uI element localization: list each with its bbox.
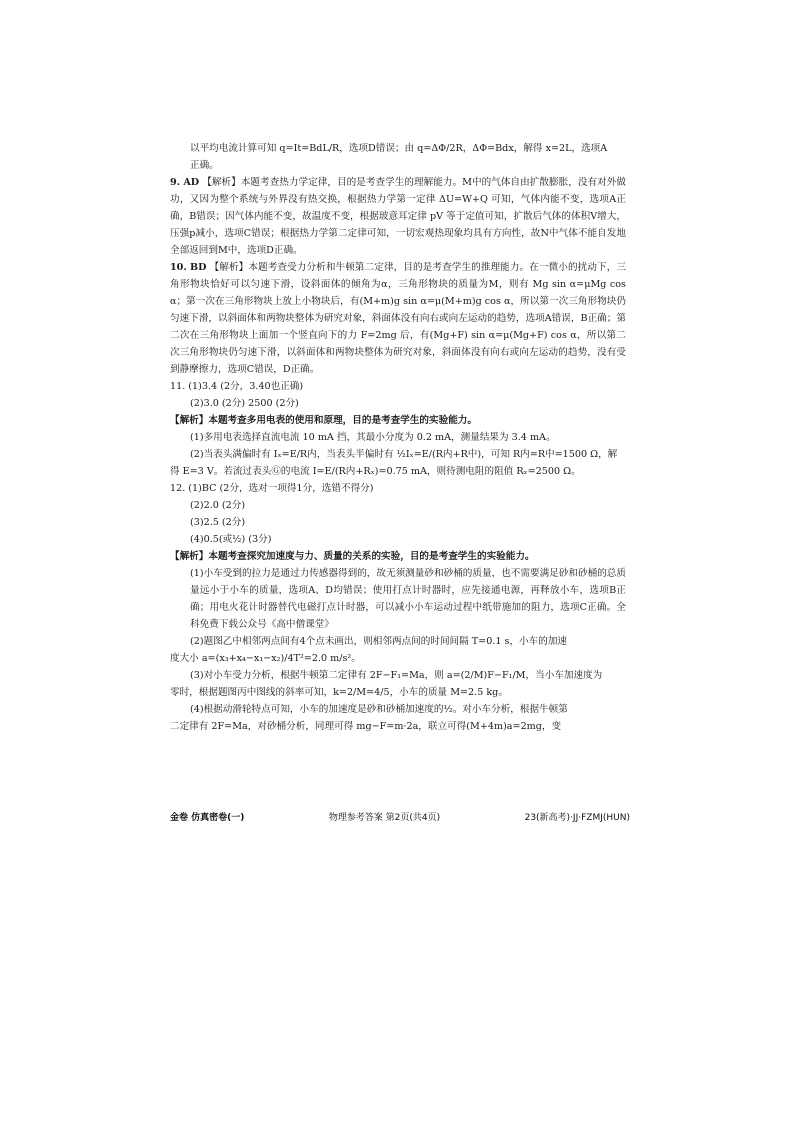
footer-code: 23(新高考)·JJ·FZMJ(HUN) xyxy=(524,813,630,823)
analysis-line: (2)题图乙中相邻两点间有4个点未画出，则相邻两点间的时间间隔 T=0.1 s，小车的加速 xyxy=(190,636,568,647)
footer-series: 金卷 仿真密卷(一) xyxy=(170,813,245,823)
question-9 xyxy=(170,174,626,259)
analysis-line: 得 E=3 V。若流过表头Ⓖ的电流 I=E/(R内+Rₓ)=0.75 mA，则待测电阻的阻值 Rₓ=2500 Ω。 xyxy=(170,466,581,477)
analysis-line: (2)当表头满偏时有 Iₓ=E/R内，当表头半偏时有 ½Iₓ=E/(R内+R中)，可知 R内=R中=1500 Ω，解 xyxy=(190,449,618,460)
text-line: 以平均电流计算可知 q=It=BdL/R，选项D错误；由 q=ΔΦ/2R，ΔΦ=Bdx，解得 x=2L，选项A xyxy=(190,143,608,154)
answer-page xyxy=(170,140,626,735)
answer-line: 11. (1)3.4 (2分，3.40也正确) xyxy=(170,381,304,392)
answer-line: 12. (1)BC (2分，选对一项得1分，选错不得分) xyxy=(170,483,374,494)
analysis-line: 度大小 a=(x₃+x₄−x₁−x₂)/4T²=2.0 m/s²。 xyxy=(170,653,361,664)
question-explanation: 【解析】本题考查受力分析和牛顿第二定律，目的是考查学生的推理能力。在一微小的扰动下，三角形物块恰好可以匀速下滑，设斜面体的倾角为α，三角形物块的质量为M，则有 Mg sin α=μMg cos α；第一次在三角形物块上放上小物块后，有(M+m)g sin α=μ(M+m)g cos α，所以第一次三角形物块仍匀速下滑，以斜面体和两物块整体为研究对象，斜面体没有向右或向左运动的趋势，选项A错误，B正确；第二次在三角形物块上面加一个竖直向下的力 F=2mg 后，有(Mg+F) sin α=μ(Mg+F) cos α，所以第二次三角形物块仍匀速下滑，以斜面体和两物块整体为研究对象，斜面体没有向右或向左运动的趋势，没有受到静摩擦力，选项C错误，D正确。 xyxy=(170,262,627,375)
question-number: 10. BD xyxy=(170,262,207,273)
answer-line: (2)2.0 (2分) xyxy=(190,500,246,511)
question-number: 9. AD xyxy=(170,177,200,188)
analysis-heading: 【解析】本题考查多用电表的使用和原理，目的是考查学生的实验能力。 xyxy=(170,415,477,426)
analysis-line: 零时，根据题图丙中图线的斜率可知，k=2/M=4/5，小车的质量 M=2.5 kg。 xyxy=(170,687,508,698)
analysis-line: (4)根据动滑轮特点可知，小车的加速度是砂和砂桶加速度的½。对小车分析，根据牛顿第 xyxy=(190,704,568,715)
analysis-line: 二定律有 2F=Ma，对砂桶分析，同理可得 mg−F=m·2a，联立可得(M+4m)a=2mg，变 xyxy=(170,721,562,732)
analysis-line: (3)对小车受力分析，根据牛顿第二定律有 2F−F₁=Ma，则 a=(2/M)F−F₁/M，当小车加速度为 xyxy=(190,670,603,681)
analysis-line: (1)小车受到的拉力是通过力传感器得到的，故无须测量砂和砂桶的质量，也不需要满足砂和砂桶的总质量远小于小车的质量，选项A、D均错误；使用打点计时器时，应先接通电源，再释放小车，选项B正确；用电火花计时器替代电磁打点计时器，可以减小小车运动过程中纸带施加的阻力，选项C正确。全科免费下载公众号《高中僧课堂》 xyxy=(190,568,626,630)
answer-line: (2)3.0 (2分) 2500 (2分) xyxy=(190,398,299,409)
page-footer xyxy=(170,810,630,823)
analysis-heading: 【解析】本题考查探究加速度与力、质量的关系的实验，目的是考查学生的实验能力。 xyxy=(170,551,535,562)
question-explanation: 【解析】本题考查热力学定律，目的是考查学生的理解能力。M中的气体自由扩散膨胀，没有对外做功，又因为整个系统与外界没有热交换，根据热力学第一定律 ΔU=W+Q 可知，气体内能不变，选项A正确，B错误；因气体内能不变，故温度不变，根据玻意耳定律 pV 等于定值可知，扩散后气体的体积V增大，压强p减小，选项C错误；根据热力学第二定律可知，一切宏观热现象均具有方向性，故N中气体不能自发地全部返回到M中，选项D正确。 xyxy=(170,177,626,256)
question-10 xyxy=(170,259,626,378)
answer-line: (4)0.5(或½) (3分) xyxy=(190,534,272,545)
text-line: 正确。 xyxy=(190,160,219,171)
answer-line: (3)2.5 (2分) xyxy=(190,517,246,528)
footer-page-info: 物理参考答案 第2页(共4页) xyxy=(328,813,441,823)
analysis-line: (1)多用电表选择直流电流 10 mA 挡，其最小分度为 0.2 mA，测量结果为 3.4 mA。 xyxy=(190,432,556,443)
